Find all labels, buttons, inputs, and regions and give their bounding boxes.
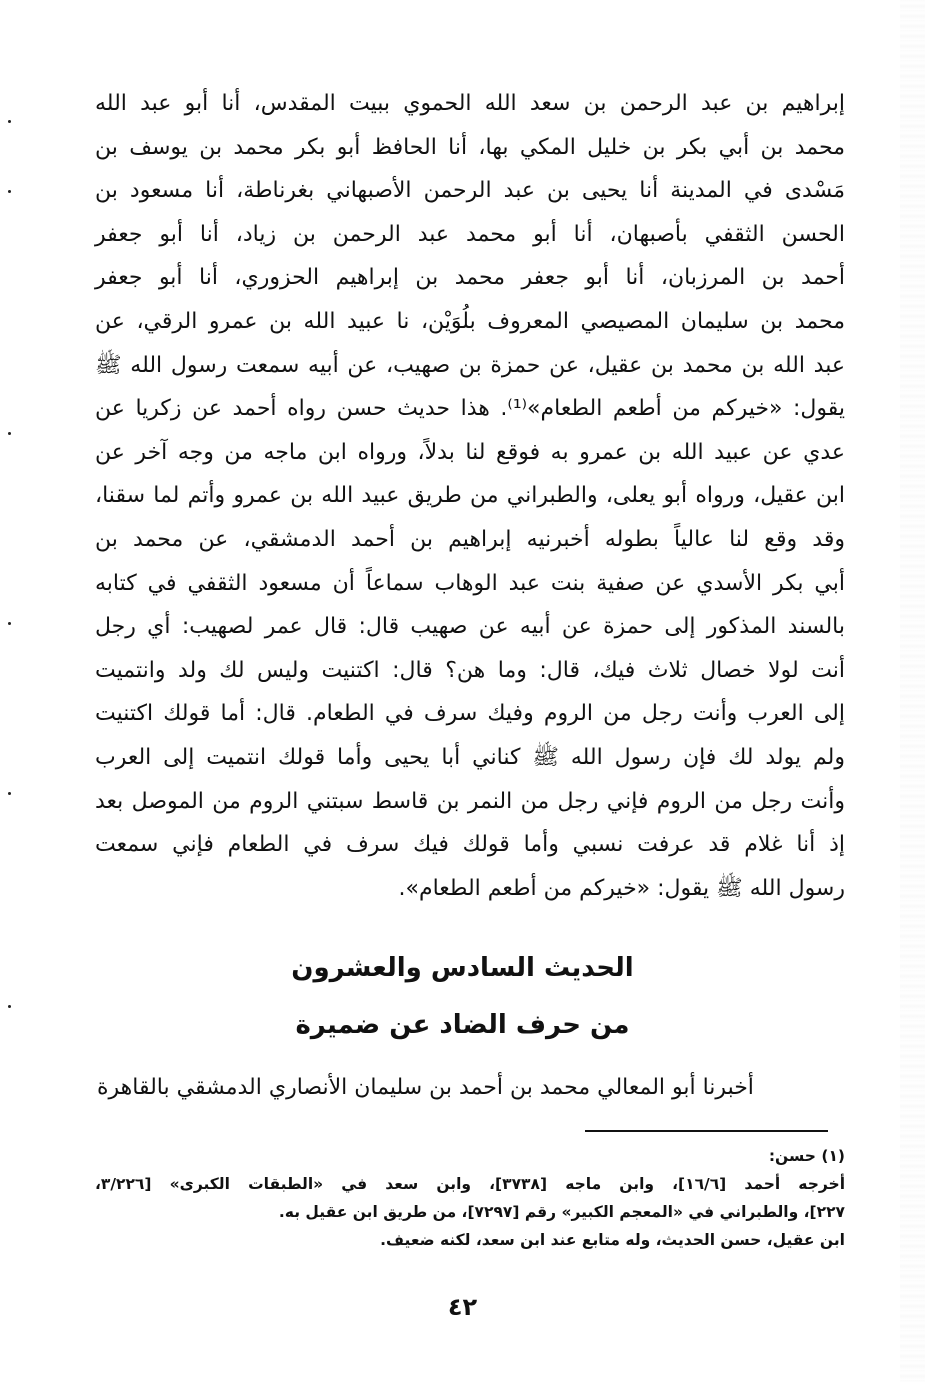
body-line: رسول الله ﷺ يقول: «خيركم من أطعم الطعام». (398, 875, 845, 901)
margin-dot (8, 432, 11, 435)
margin-dot (8, 1005, 11, 1008)
body-line: يقول: «خيركم من أطعم الطعام»⁽¹⁾. هذا حديث حسن رواه أحمد عن زكريا عن (95, 396, 845, 422)
body-text (95, 82, 845, 910)
margin-dot (8, 622, 11, 625)
footnote-line: (١) حسن: (768, 1147, 845, 1165)
section-heading: الحديث السادس والعشرون (291, 953, 634, 983)
footnotes (95, 1142, 845, 1254)
section-subheading: من حرف الضاد عن ضميرة (295, 1010, 630, 1040)
body-line: إذ أنا غلام قد عرفت نسبي وأما قولك فيك سرف في الطعام فإني سمعت (95, 832, 845, 858)
body-line: محمد بن سليمان المصيصي المعروف بلُوَيْن، نا عبيد الله بن عمرو الرقي، عن (95, 308, 845, 334)
body-line: ابن عقيل، ورواه أبو يعلى، والطبراني من طريق عبيد الله بن عمرو وأتم لما سقنا، (95, 483, 845, 509)
body-line: مَسْدى في المدينة أنا يحيى بن عبد الرحمن الأصبهاني بغرناطة، أنا مسعود بن (95, 178, 845, 204)
margin-dot (8, 190, 11, 193)
footnote-line: أخرجه أحمد [١٦/٦]، وابن ماجه [٣٧٣٨]، وابن سعد في «الطبقات الكبرى» [٣/٢٢٦، (95, 1175, 846, 1193)
body-line: الحسن الثقفي بأصبهان، أنا أبو محمد عبد الرحمن بن زياد، أنا أبو جعفر (95, 221, 845, 247)
footnote-separator (585, 1130, 828, 1132)
body-line: بالسند المذكور إلى حمزة عن أبيه عن صهيب قال: قال عمر لصهيب: أي رجل (95, 614, 845, 640)
footnote-line: ٢٢٧]، والطبراني في «المعجم الكبير» رقم [٧٢٩٧]، من طريق ابن عقيل به. (278, 1203, 845, 1221)
body-line: عبد الله بن محمد بن عقيل، عن حمزة بن صهيب، عن أبيه سمعت رسول الله ﷺ (95, 352, 845, 378)
body-line: وأنت رجل من الروم فإني رجل من النمر بن قاسط سبتني الروم من الموصل بعد (95, 788, 845, 814)
body-line: إلى العرب وأنت رجل من الروم وفيك سرف في الطعام. قال: أما قولك اكتنيت (95, 701, 845, 727)
intro-line: أخبرنا أبو المعالي محمد بن أحمد بن سليمان الأنصاري الدمشقي بالقاهرة (97, 1075, 754, 1100)
margin-dot (8, 792, 11, 795)
body-line: أنت لولا خصال ثلاث فيك، قال: وما هن؟ قال: اكتنيت وليس لك ولد وانتميت (95, 657, 845, 683)
body-line: عدي عن عبيد الله بن عمرو به فوقع لنا بدلاً، ورواه ابن ماجه من وجه آخر عن (95, 439, 845, 465)
page-edge-scan-texture (900, 0, 925, 1382)
body-line: محمد بن أبي بكر بن خليل المكي بها، أنا الحافظ أبو بكر محمد بن يوسف بن (95, 134, 845, 160)
body-line: أحمد بن المرزبان، أنا أبو جعفر محمد بن إبراهيم الحزوري، أنا أبو جعفر (95, 265, 845, 291)
body-line: أبي بكر الأسدي عن صفية بنت عبد الوهاب سماعاً أن مسعود الثقفي في كتابه (95, 570, 845, 596)
body-line: وقد وقع لنا عالياً بطوله أخبرنيه إبراهيم بن أحمد الدمشقي، عن محمد بن (95, 526, 845, 552)
body-line: ولم يولد لك فإن رسول الله ﷺ كناني أبا يحيى وأما قولك انتميت إلى العرب (95, 744, 845, 770)
body-line: إبراهيم بن عبد الرحمن بن سعد الله الحموي ببيت المقدس، أنا أبو عبد الله (95, 91, 845, 116)
margin-dot (8, 120, 11, 123)
footnote-line: ابن عقيل، حسن الحديث، وله متابع عند ابن سعد، لكنه ضعيف. (380, 1231, 845, 1249)
page-number: ٤٢ (447, 1293, 478, 1321)
